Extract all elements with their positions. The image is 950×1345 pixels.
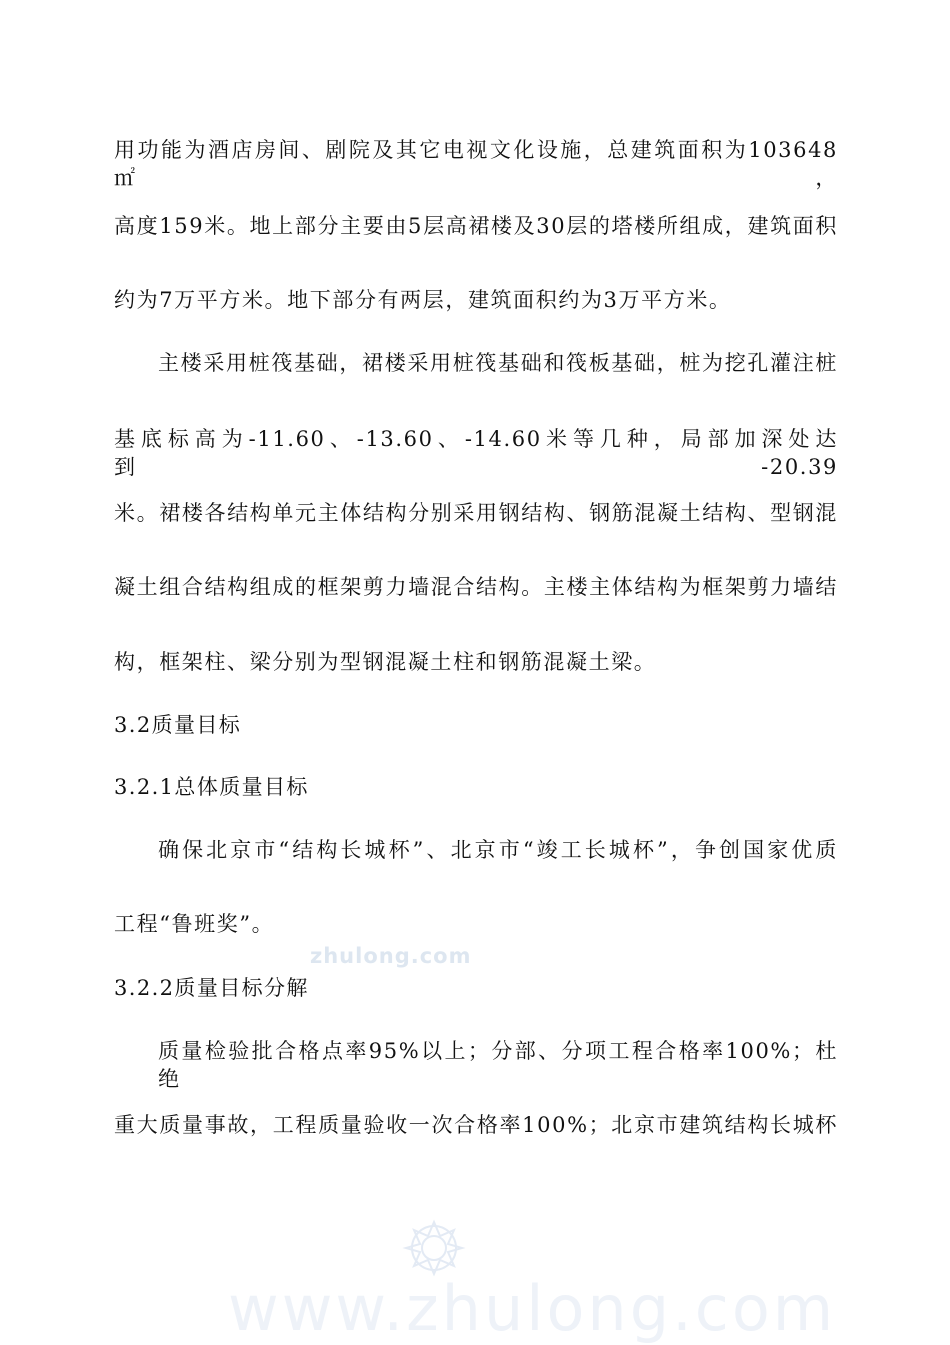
paragraph-line: 工程“鲁班奖”。: [114, 912, 275, 936]
paragraph-line: 基底标高为-11.60、-13.60、-14.60米等几种，局部加深处达到-20.39: [114, 427, 838, 479]
watermark-url: www.zhulong.com: [228, 1272, 837, 1345]
paragraph-line: 约为7万平方米。地下部分有两层，建筑面积约为3万平方米。: [114, 288, 732, 312]
watermark-logo-icon: [400, 1218, 468, 1278]
paragraph-line: 重大质量事故，工程质量验收一次合格率100%；北京市建筑结构长城杯: [114, 1113, 838, 1137]
paragraph-line: 用功能为酒店房间、剧院及其它电视文化设施，总建筑面积为103648㎡，: [114, 138, 838, 190]
subsection-heading: 3.2.1总体质量目标: [114, 775, 309, 799]
paragraph-line: 米。裙楼各结构单元主体结构分别采用钢结构、钢筋混凝土结构、型钢混: [114, 501, 838, 525]
section-heading: 3.2质量目标: [114, 713, 242, 737]
paragraph-line: 主楼采用桩筏基础，裙楼采用桩筏基础和筏板基础，桩为挖孔灌注桩: [158, 351, 838, 375]
subsection-heading: 3.2.2质量目标分解: [114, 976, 309, 1000]
paragraph-line: 构，框架柱、梁分别为型钢混凝土柱和钢筋混凝土梁。: [114, 650, 657, 674]
paragraph-line: 确保北京市“结构长城杯”、北京市“竣工长城杯”，争创国家优质: [158, 838, 838, 862]
paragraph-line: 质量检验批合格点率95%以上；分部、分项工程合格率100%；杜绝: [158, 1039, 838, 1091]
paragraph-line: 凝土组合结构组成的框架剪力墙混合结构。主楼主体结构为框架剪力墙结: [114, 575, 838, 599]
watermark-text: zhulong.com: [310, 944, 472, 968]
paragraph-line: 高度159米。地上部分主要由5层高裙楼及30层的塔楼所组成，建筑面积: [114, 214, 838, 238]
